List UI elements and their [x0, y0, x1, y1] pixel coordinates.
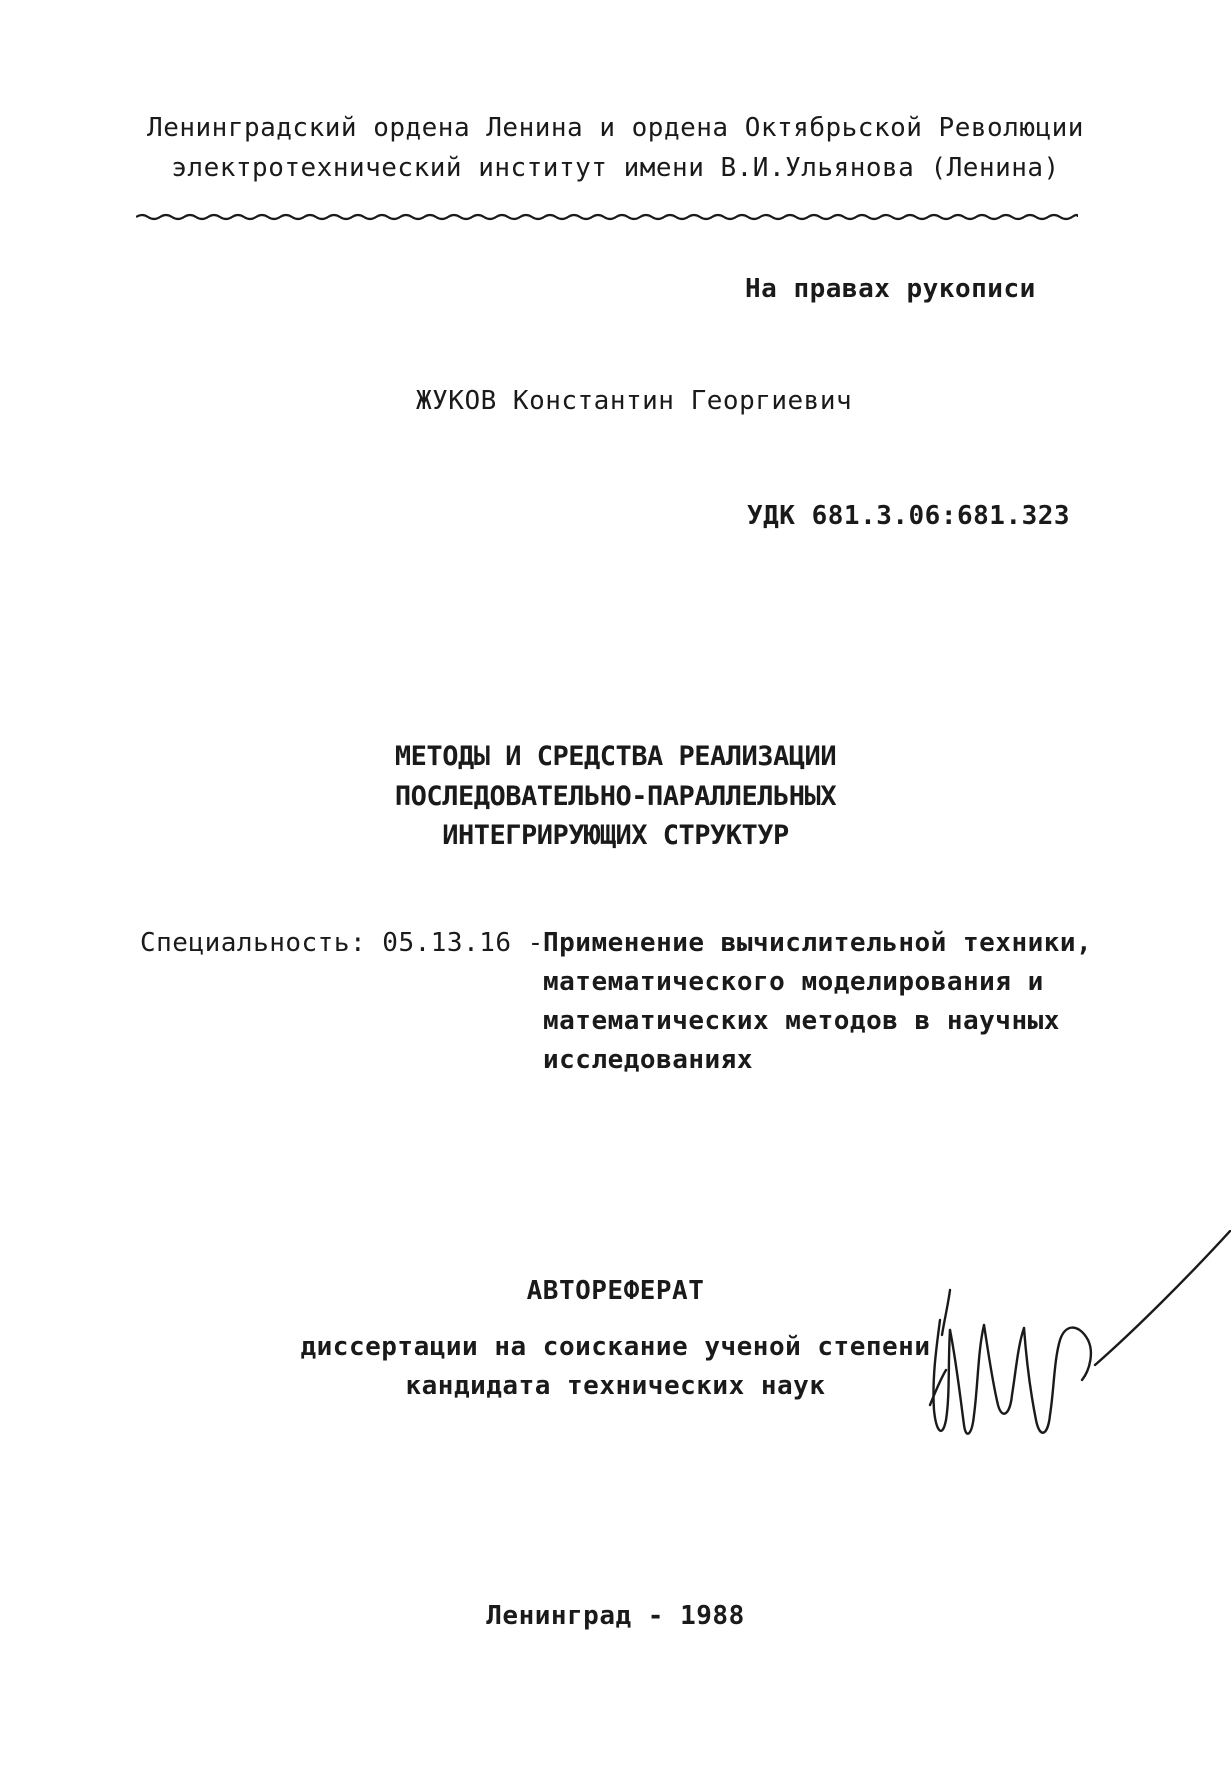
specialty-line-3: математических методов в научных — [543, 1006, 1060, 1036]
purpose-line-1: диссертации на соискание ученой степени — [300, 1332, 931, 1362]
author-name: ЖУКОВ Константин Георгиевич — [416, 386, 853, 416]
header-divider — [136, 212, 1078, 222]
title-line-2: ПОСЛЕДОВАТЕЛЬНО-ПАРАЛЛЕЛЬНЫХ — [394, 781, 837, 812]
specialty-line-2: математического моделирования и — [543, 967, 1044, 997]
handwritten-signature — [920, 1230, 1231, 1560]
specialty-label: Специальность: 05.13.16 - — [140, 928, 544, 958]
institution-line-1: Ленинградский ордена Ленина и ордена Октябрьской Революции — [147, 113, 1084, 143]
institution-line-2: электротехнический институт имени В.И.Ульянова (Ленина) — [171, 153, 1060, 183]
title-line-3: ИНТЕГРИРУЮЩИХ СТРУКТУР — [442, 820, 789, 851]
udk-code: УДК 681.3.06:681.323 — [747, 501, 1071, 531]
title-line-1: МЕТОДЫ И СРЕДСТВА РЕАЛИЗАЦИИ — [394, 741, 837, 772]
place-and-year: Ленинград - 1988 — [486, 1601, 745, 1631]
document-type: АВТОРЕФЕРАТ — [526, 1276, 705, 1306]
specialty-line-4: исследованиях — [543, 1045, 753, 1075]
manuscript-note: На правах рукописи — [745, 274, 1036, 304]
specialty-line-1: Применение вычислительной техники, — [543, 928, 1093, 958]
purpose-line-2: кандидата технических наук — [405, 1371, 826, 1401]
